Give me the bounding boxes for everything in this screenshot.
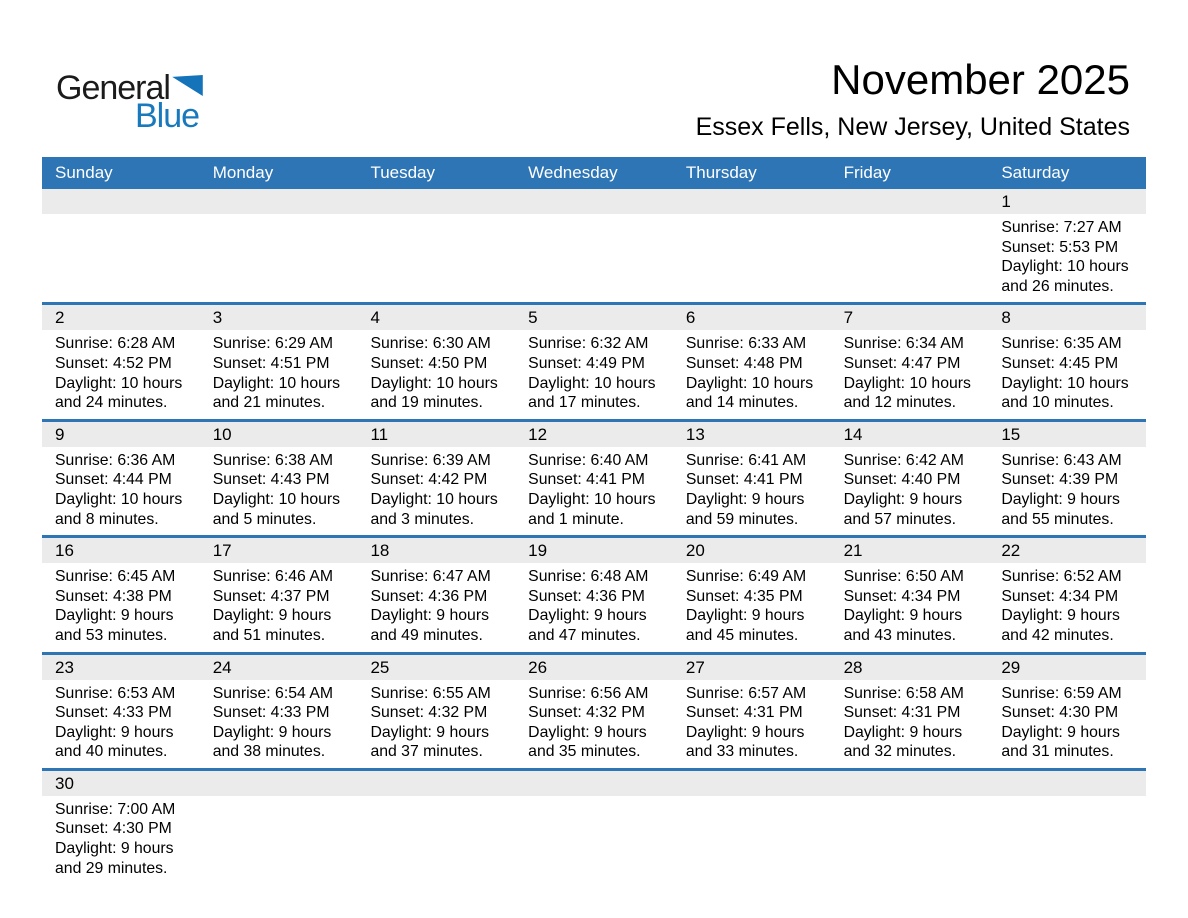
daylight-minutes-text: and 47 minutes. [528,626,641,644]
sunset-text: Sunset: 4:38 PM [55,587,172,605]
day-details [831,563,989,651]
daylight-minutes-text: and 42 minutes. [1001,626,1114,644]
day-cell [988,305,1146,418]
day-number: 15 [988,422,1146,447]
day-cell [515,422,673,535]
daylight-minutes-text: and 24 minutes. [55,394,168,412]
daylight-hours-text: Daylight: 9 hours [528,723,647,741]
daylight-minutes-text: and 40 minutes. [55,743,168,761]
day-cell [200,189,358,302]
day-number [988,771,1146,796]
sunrise-text: Sunrise: 6:48 AM [528,568,649,586]
day-number: 21 [831,538,989,563]
daylight-minutes-text: and 51 minutes. [212,626,326,644]
daylight-hours-text: Daylight: 9 hours [1001,490,1120,508]
daylight-minutes-text: and 31 minutes. [1001,743,1114,761]
day-cell [200,538,358,651]
daylight-minutes-text: and 26 minutes. [1001,277,1114,295]
daylight-minutes-text: and 57 minutes. [843,510,957,528]
day-cell [200,771,358,884]
daylight-minutes-text: and 12 minutes. [843,394,957,412]
day-number: 24 [200,655,358,680]
daylight-minutes-text: and 21 minutes. [212,394,326,412]
daylight-hours-text: Daylight: 10 hours [843,374,971,392]
day-details [673,796,831,806]
daylight-minutes-text: and 43 minutes. [843,626,957,644]
sunrise-text: Sunrise: 6:29 AM [212,335,334,353]
day-number: 6 [673,305,831,330]
sunrise-text: Sunrise: 6:46 AM [212,568,334,586]
daylight-hours-text: Daylight: 9 hours [685,723,805,741]
day-details [357,796,515,806]
day-cell [831,538,989,651]
daylight-hours-text: Daylight: 9 hours [55,723,174,741]
day-number: 5 [515,305,673,330]
daylight-minutes-text: and 55 minutes. [1001,510,1114,528]
sunrise-text: Sunrise: 6:45 AM [55,568,176,586]
sunrise-text: Sunrise: 6:42 AM [843,451,964,469]
day-number [357,189,515,214]
daylight-hours-text: Daylight: 10 hours [1001,258,1129,276]
week-row [42,771,1146,884]
week-row [42,655,1146,771]
day-details [831,214,989,224]
sunrise-text: Sunrise: 6:39 AM [370,451,491,469]
day-details [200,680,358,768]
day-details [673,330,831,418]
day-details [831,796,989,806]
week-row [42,189,1146,305]
daylight-minutes-text: and 45 minutes. [685,626,799,644]
logo-text-blue: Blue [135,97,200,136]
daylight-hours-text: Daylight: 10 hours [370,374,498,392]
day-details [515,563,673,651]
day-cell [357,305,515,418]
daylight-hours-text: Daylight: 9 hours [843,607,963,625]
day-details [357,447,515,535]
day-details [831,447,989,535]
day-number [673,771,831,796]
day-details [515,680,673,768]
daylight-minutes-text: and 14 minutes. [685,394,799,412]
logo-text-general: General [56,69,170,107]
day-cell [515,655,673,768]
sunset-text: Sunset: 4:52 PM [55,354,172,372]
weekday-header-saturday: Saturday [1001,163,1070,182]
daylight-hours-text: Daylight: 10 hours [1001,374,1129,392]
sunset-text: Sunset: 4:40 PM [843,471,961,489]
daylight-hours-text: Daylight: 9 hours [1001,607,1120,625]
sunrise-text: Sunrise: 6:28 AM [55,335,176,353]
daylight-hours-text: Daylight: 9 hours [212,723,332,741]
day-number: 20 [673,538,831,563]
day-cell [42,422,200,535]
day-details [42,796,200,884]
day-details [200,447,358,535]
daylight-minutes-text: and 17 minutes. [528,394,641,412]
day-details [42,447,200,535]
sunrise-text: Sunrise: 6:59 AM [1001,684,1122,702]
day-details [831,330,989,418]
daylight-hours-text: Daylight: 9 hours [212,607,332,625]
day-cell [42,771,200,884]
daylight-minutes-text: and 8 minutes. [55,510,159,528]
day-details [673,563,831,651]
day-number [357,771,515,796]
day-details [988,330,1146,418]
daylight-hours-text: Daylight: 9 hours [370,723,489,741]
weekday-header-row [42,157,1146,189]
day-number: 27 [673,655,831,680]
daylight-hours-text: Daylight: 10 hours [685,374,814,392]
day-cell [988,189,1146,302]
daylight-hours-text: Daylight: 9 hours [528,607,647,625]
calendar-body [42,189,1146,884]
daylight-minutes-text: and 35 minutes. [528,743,641,761]
sunset-text: Sunset: 4:37 PM [212,587,330,605]
sunrise-text: Sunrise: 6:47 AM [370,568,491,586]
day-cell [988,771,1146,884]
weekday-header-monday: Monday [212,163,274,182]
day-cell [673,771,831,884]
day-cell [673,305,831,418]
day-number: 18 [357,538,515,563]
day-cell [673,655,831,768]
sunset-text: Sunset: 4:48 PM [685,354,803,372]
day-number [673,189,831,214]
day-cell [42,538,200,651]
daylight-hours-text: Daylight: 10 hours [55,490,183,508]
day-details [988,214,1146,302]
week-row [42,538,1146,654]
daylight-hours-text: Daylight: 10 hours [212,490,341,508]
day-number: 14 [831,422,989,447]
sunset-text: Sunset: 4:44 PM [55,471,172,489]
daylight-minutes-text: and 3 minutes. [370,510,475,528]
daylight-minutes-text: and 19 minutes. [370,394,483,412]
sunrise-text: Sunrise: 6:30 AM [370,335,491,353]
sunset-text: Sunset: 4:50 PM [370,354,488,372]
sunset-text: Sunset: 4:34 PM [843,587,961,605]
daylight-hours-text: Daylight: 9 hours [55,840,174,858]
sunrise-text: Sunrise: 6:40 AM [528,451,649,469]
day-number: 7 [831,305,989,330]
month-title: November 2025 [831,56,1130,103]
sunset-text: Sunset: 4:45 PM [1001,354,1119,372]
location-subtitle: Essex Fells, New Jersey, United States [695,113,1130,142]
day-cell [200,422,358,535]
day-cell [515,305,673,418]
day-details [42,214,200,224]
daylight-hours-text: Daylight: 9 hours [843,490,963,508]
day-cell [515,538,673,651]
daylight-hours-text: Daylight: 10 hours [528,490,656,508]
day-details [673,447,831,535]
daylight-minutes-text: and 33 minutes. [685,743,799,761]
day-number: 12 [515,422,673,447]
daylight-minutes-text: and 38 minutes. [212,743,326,761]
day-number: 13 [673,422,831,447]
day-cell [200,305,358,418]
day-details [200,330,358,418]
day-cell [357,189,515,302]
day-cell [200,655,358,768]
daylight-minutes-text: and 49 minutes. [370,626,483,644]
daylight-hours-text: Daylight: 10 hours [528,374,656,392]
day-cell [988,538,1146,651]
day-cell [515,189,673,302]
daylight-hours-text: Daylight: 10 hours [370,490,498,508]
day-number: 19 [515,538,673,563]
day-cell [831,771,989,884]
sunrise-text: Sunrise: 6:54 AM [212,684,334,702]
day-number: 28 [831,655,989,680]
sunset-text: Sunset: 4:47 PM [843,354,961,372]
day-cell [988,655,1146,768]
sunrise-text: Sunrise: 6:36 AM [55,451,176,469]
day-number [515,771,673,796]
daylight-minutes-text: and 5 minutes. [212,510,317,528]
day-number: 30 [42,771,200,796]
day-details [42,330,200,418]
day-details [200,214,358,224]
sunset-text: Sunset: 4:41 PM [685,471,803,489]
weekday-header-tuesday: Tuesday [370,163,436,182]
day-details [42,563,200,651]
weekday-header-thursday: Thursday [685,163,757,182]
sunset-text: Sunset: 4:30 PM [1001,704,1119,722]
day-cell [357,655,515,768]
day-details [988,563,1146,651]
day-number: 2 [42,305,200,330]
daylight-hours-text: Daylight: 9 hours [685,607,805,625]
day-number [200,771,358,796]
day-cell [357,538,515,651]
daylight-hours-text: Daylight: 10 hours [212,374,341,392]
day-number: 17 [200,538,358,563]
day-cell [357,422,515,535]
sunset-text: Sunset: 4:41 PM [528,471,645,489]
daylight-hours-text: Daylight: 9 hours [55,607,174,625]
day-cell [357,771,515,884]
sunrise-text: Sunrise: 6:32 AM [528,335,649,353]
sunrise-text: Sunrise: 6:52 AM [1001,568,1122,586]
day-details [515,796,673,806]
day-number: 25 [357,655,515,680]
day-number: 16 [42,538,200,563]
day-details [515,447,673,535]
day-cell [988,422,1146,535]
day-cell [831,655,989,768]
day-details [988,796,1146,806]
sunrise-text: Sunrise: 6:34 AM [843,335,964,353]
day-details [357,214,515,224]
day-number: 29 [988,655,1146,680]
day-cell [673,189,831,302]
sunset-text: Sunset: 4:42 PM [370,471,488,489]
day-number: 10 [200,422,358,447]
day-details [515,330,673,418]
sunrise-text: Sunrise: 6:58 AM [843,684,964,702]
sunset-text: Sunset: 4:35 PM [685,587,803,605]
day-details [831,680,989,768]
day-number [831,189,989,214]
day-cell [515,771,673,884]
day-number [200,189,358,214]
day-number [42,189,200,214]
day-cell [831,422,989,535]
day-details [200,796,358,806]
day-number: 26 [515,655,673,680]
sunset-text: Sunset: 4:32 PM [528,704,645,722]
week-row [42,305,1146,421]
sunset-text: Sunset: 4:39 PM [1001,471,1119,489]
sunset-text: Sunset: 4:31 PM [685,704,803,722]
daylight-minutes-text: and 53 minutes. [55,626,168,644]
day-details [42,680,200,768]
weekday-header-wednesday: Wednesday [528,163,618,182]
sunset-text: Sunset: 4:32 PM [370,704,488,722]
sunrise-text: Sunrise: 6:43 AM [1001,451,1122,469]
sunset-text: Sunset: 4:36 PM [528,587,645,605]
sunrise-text: Sunrise: 7:27 AM [1001,219,1122,236]
day-cell [831,189,989,302]
day-number: 4 [357,305,515,330]
sunrise-text: Sunrise: 6:50 AM [843,568,964,586]
sunrise-text: Sunrise: 6:56 AM [528,684,649,702]
title-block [696,56,1130,142]
sunset-text: Sunset: 4:51 PM [212,354,330,372]
weekday-header-friday: Friday [843,163,891,182]
daylight-hours-text: Daylight: 9 hours [843,723,963,741]
general-blue-logo [56,70,203,136]
day-cell [673,538,831,651]
sunset-text: Sunset: 4:34 PM [1001,587,1119,605]
daylight-minutes-text: and 10 minutes. [1001,394,1114,412]
day-details [988,447,1146,535]
day-details [357,330,515,418]
day-cell [42,305,200,418]
calendar-table [42,157,1146,884]
weekday-header-sunday: Sunday [55,163,113,182]
daylight-hours-text: Daylight: 9 hours [370,607,489,625]
day-cell [42,655,200,768]
day-number: 9 [42,422,200,447]
week-row [42,422,1146,538]
sunrise-text: Sunrise: 6:57 AM [685,684,807,702]
day-number: 22 [988,538,1146,563]
day-details [673,214,831,224]
day-details [200,563,358,651]
sunset-text: Sunset: 4:31 PM [843,704,961,722]
sunset-text: Sunset: 4:30 PM [55,820,172,838]
daylight-minutes-text: and 37 minutes. [370,743,483,761]
daylight-hours-text: Daylight: 9 hours [1001,723,1120,741]
sunset-text: Sunset: 4:43 PM [212,471,330,489]
sunset-text: Sunset: 4:49 PM [528,354,645,372]
daylight-minutes-text: and 29 minutes. [55,859,168,877]
sunrise-text: Sunrise: 6:53 AM [55,684,176,702]
day-details [515,214,673,224]
day-details [673,680,831,768]
sunrise-text: Sunrise: 6:38 AM [212,451,334,469]
sunrise-text: Sunrise: 6:33 AM [685,335,807,353]
sunrise-text: Sunrise: 6:35 AM [1001,335,1122,353]
day-cell [673,422,831,535]
day-cell [831,305,989,418]
sunrise-text: Sunrise: 6:41 AM [685,451,807,469]
day-number: 3 [200,305,358,330]
day-number: 23 [42,655,200,680]
logo-triangle-icon [172,75,203,96]
day-details [357,680,515,768]
daylight-minutes-text: and 1 minute. [528,510,624,528]
day-cell [42,189,200,302]
sunrise-text: Sunrise: 7:00 AM [55,800,176,818]
sunset-text: Sunset: 5:53 PM [1001,238,1119,256]
sunset-text: Sunset: 4:33 PM [212,704,330,722]
daylight-minutes-text: and 59 minutes. [685,510,799,528]
day-number [515,189,673,214]
sunrise-text: Sunrise: 6:49 AM [685,568,807,586]
daylight-hours-text: Daylight: 9 hours [685,490,805,508]
day-number: 1 [988,189,1146,214]
day-details [988,680,1146,768]
daylight-minutes-text: and 32 minutes. [843,743,957,761]
sunset-text: Sunset: 4:36 PM [370,587,488,605]
sunset-text: Sunset: 4:33 PM [55,704,172,722]
day-number: 11 [357,422,515,447]
day-number: 8 [988,305,1146,330]
day-number [831,771,989,796]
day-details [357,563,515,651]
sunrise-text: Sunrise: 6:55 AM [370,684,491,702]
daylight-hours-text: Daylight: 10 hours [55,374,183,392]
